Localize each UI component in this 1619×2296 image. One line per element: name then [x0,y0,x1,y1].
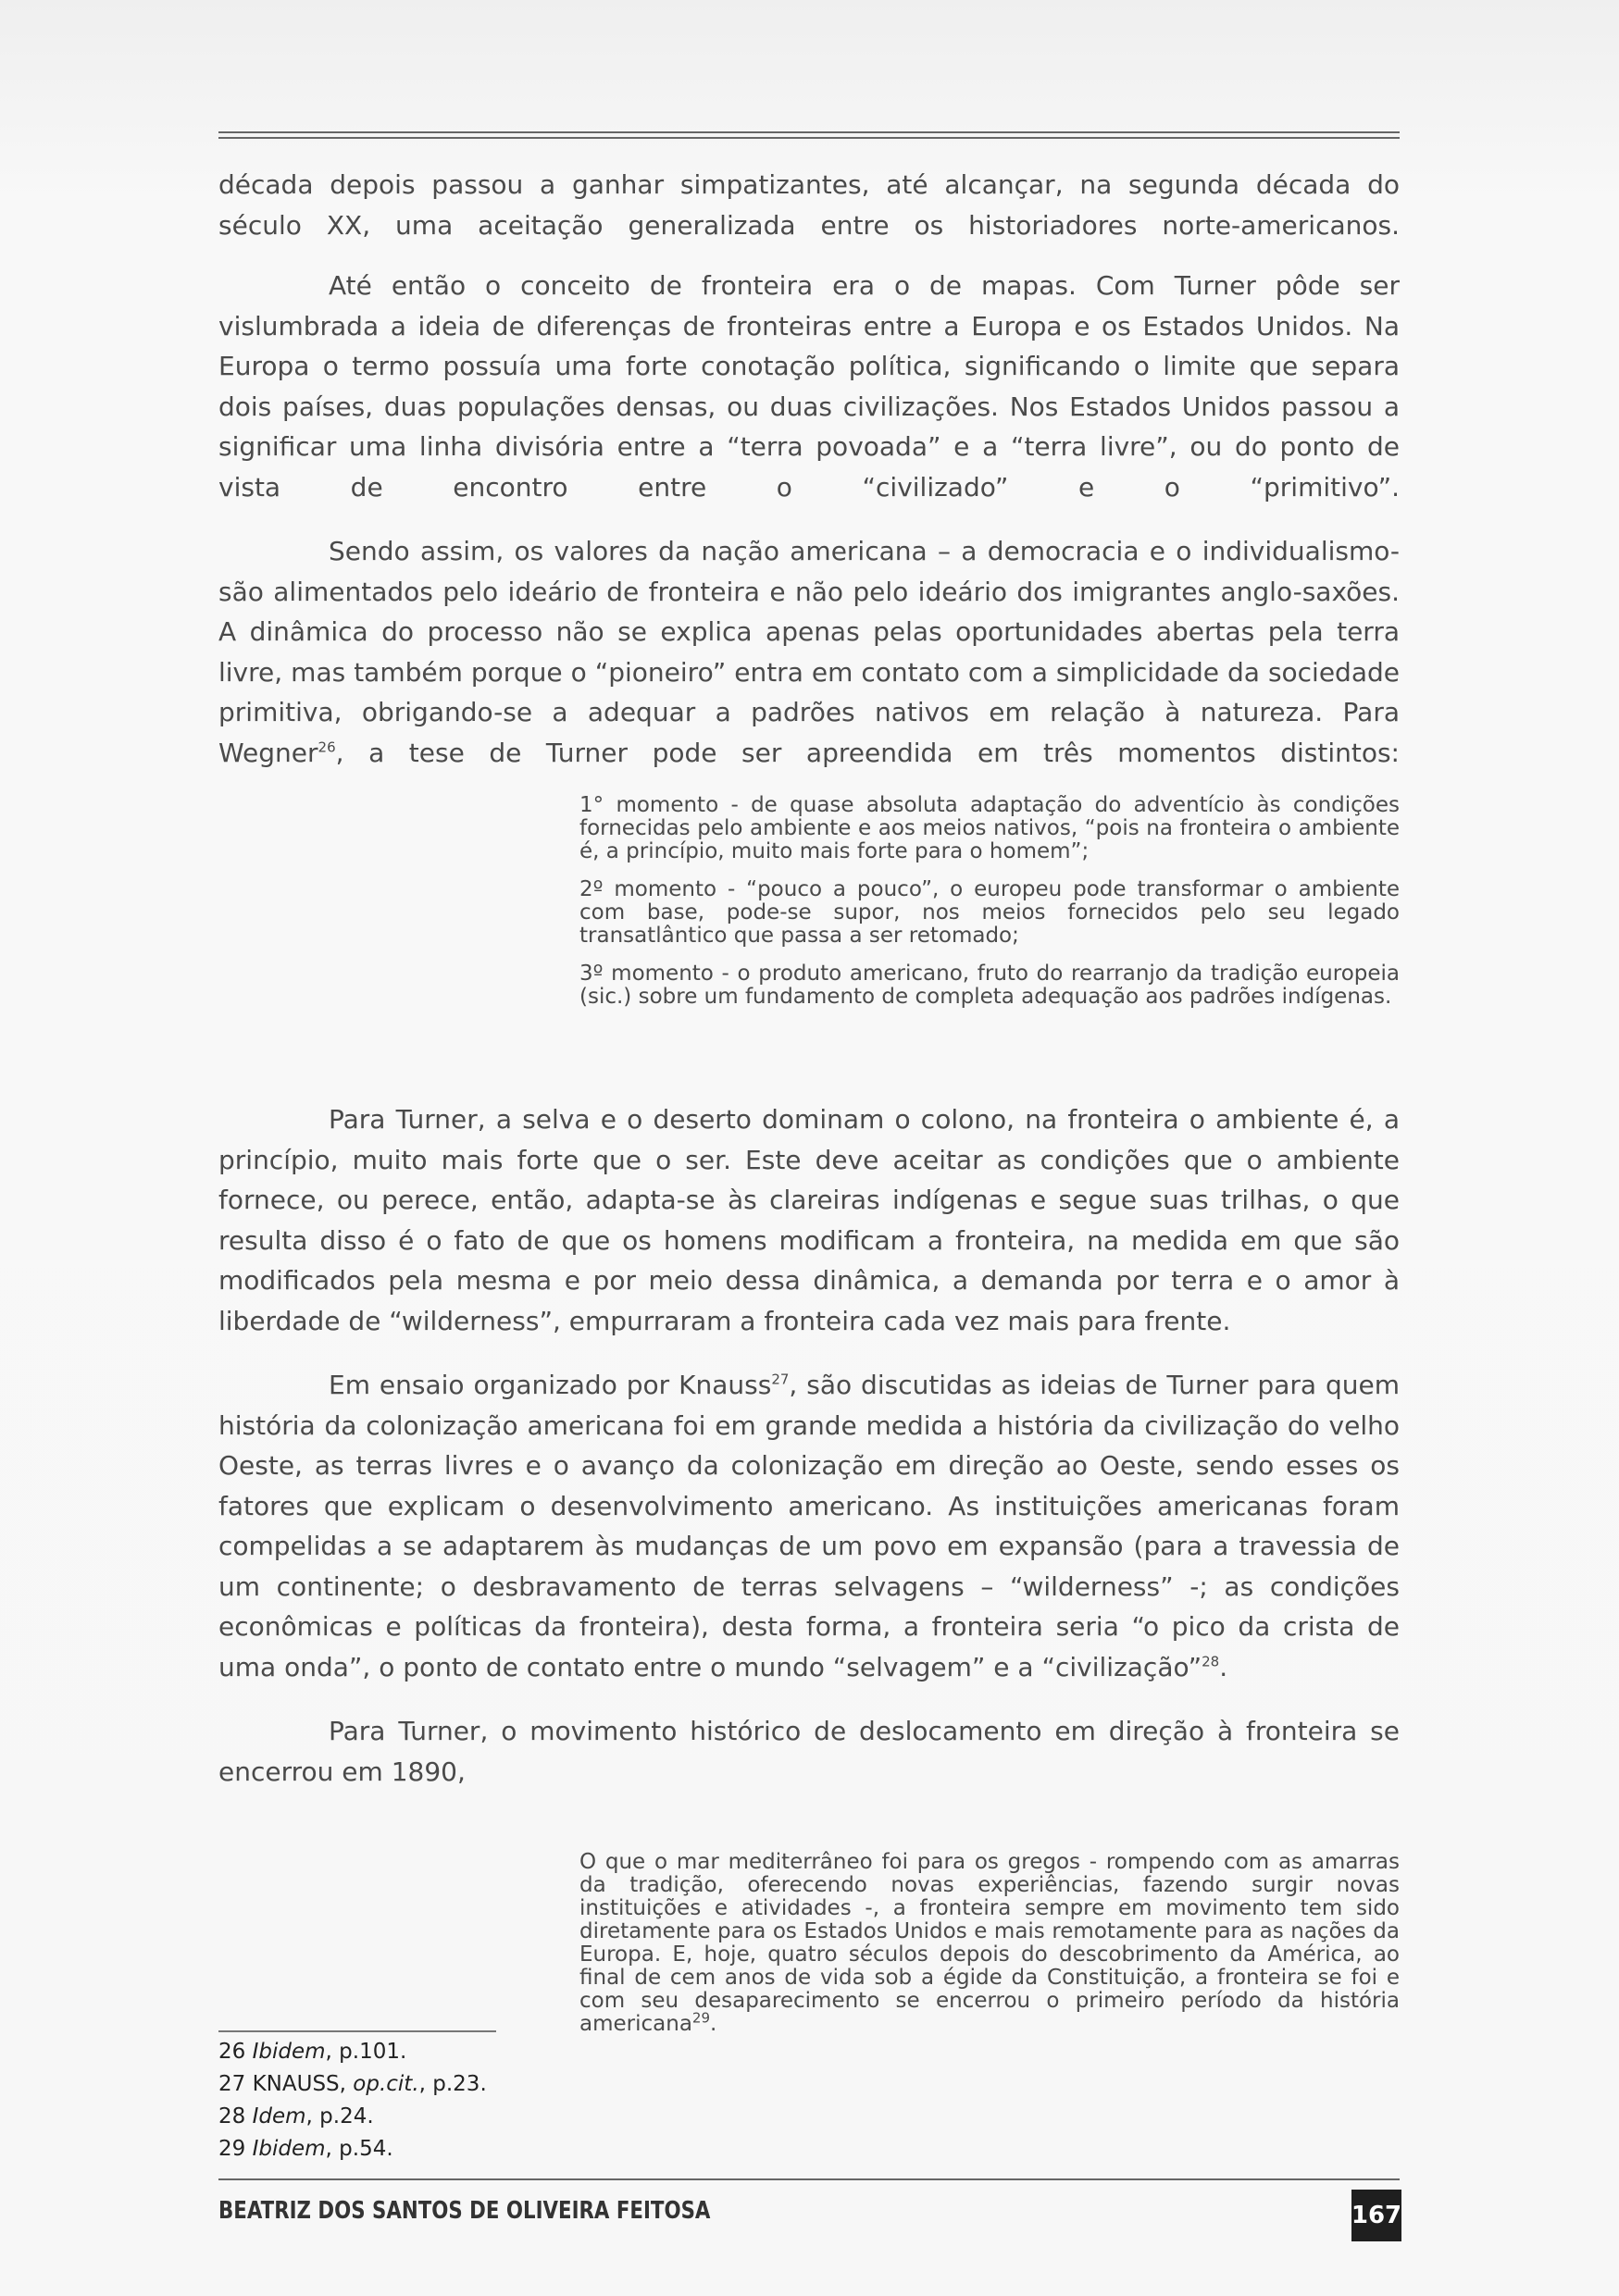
header-double-rule [218,131,1400,139]
paragraph-5-middle: , são discutidas as ideias de Turner para quem história da colonização americana foi em grande medida a história da civilização do velho Oeste, as terras livres e o avanço da colonização em direção ao Oeste, sendo esses os fatores que explicam o desenvolvimento americano. As instituições americanas foram compelidas a se adaptarem às mudanças de um povo em expansão (para a travessia de um continente; o desbravamento de terras selvagens – “wilderness” -; as condições econômicas e políticas da fronteira), desta forma, a fronteira seria “o pico da crista de uma onda”, o ponto de contato entre o mundo “selvagem” e a “civilização” [218,1370,1400,1682]
quote-item-1: 1° momento - de quase absoluta adaptação do adventício às condições fornecidas pelo ambiente e aos meios nativos, “pois na fronteira o ambiente é, a princípio, muito mais forte para o homem”; [579,793,1400,863]
paragraph-4: Para Turner, a selva e o deserto dominam o colono, na fronteira o ambiente é, a princípio, muito mais forte que o ser. Este deve aceitar as condições que o ambiente fornece, ou perece, então, adapta-se às clareiras indígenas e segue suas trilhas, o que resulta disso é o fato de que os homens modificam a fronteira, na medida em que são modificados pela mesma e por meio dessa dinâmica, a demanda por terra e o amor à liberdade de “wilderness”, empurraram a fronteira cada vez mais para frente. [218,1104,1400,1336]
paragraph-5-text: Em ensaio organizado por Knauss [329,1370,772,1400]
footer-rule [218,2178,1400,2180]
footer-author: BEATRIZ DOS SANTOS DE OLIVEIRA FEITOSA [218,2197,711,2225]
footnote-number: 29 [218,2137,246,2161]
footnote-27 [218,2068,487,2101]
footnote-ref-26: 26 [318,738,336,756]
paragraph-3-text: Sendo assim, os valores da nação americana – a democracia e o individualismo- são alimentados pelo ideário de fronteira e não pelo ideário dos imigrantes anglo-saxões. A dinâmica do processo não se explica apenas pelas oportunidades abertas pela terra livre, mas também porque o “pioneiro” entra em contato com a simplicidade da sociedade primitiva, obrigando-se a adequar a padrões nativos em relação à natureza. Para Wegner [218,536,1400,768]
footnote-italic: Ibidem [252,2040,326,2064]
main-text [218,165,1400,773]
footnote-rest: , p.24. [305,2104,374,2128]
paragraph-1-line-2: século XX, uma aceitação generalizada entre os historiadores norte-americanos. [218,209,1400,241]
paragraph-3 [218,531,1400,773]
footnote-26 [218,2036,487,2068]
paragraph-5-end: . [1219,1651,1228,1682]
quote-2-text [579,1851,1400,2036]
page-number: 167 [1351,2190,1401,2241]
paragraph-5 [218,1365,1400,1687]
paragraph-6: Para Turner, o movimento histórico de deslocamento em direção à fronteira se encerrou em 1890, [218,1716,1400,1787]
footnotes [218,2036,487,2166]
footnote-29 [218,2133,487,2166]
quote-item-2: 2º momento - “pouco a pouco”, o europeu pode transformar o ambiente com base, pode-se supor, nos meios fornecidos pelo seu legado transatlântico que passa a ser retomado; [579,877,1400,948]
footnote-pre: KNAUSS, [252,2072,354,2096]
footnote-rest: , p.101. [325,2040,407,2064]
main-text-2 [218,1099,1400,1792]
paragraph-3-tail: , a tese de Turner pode ser apreendida em três momentos distintos: [335,737,1400,768]
paragraph-1-line-1: década depois passou a ganhar simpatizantes, até alcançar, na segunda década do [218,169,1400,200]
block-quote-1 [579,794,1400,1024]
footnote-28 [218,2101,487,2133]
footnote-italic: Ibidem [252,2137,326,2161]
footnote-italic: Idem [252,2104,306,2128]
footnote-separator [218,2030,496,2032]
footnote-number: 27 [218,2072,246,2096]
footnote-italic: op.cit. [353,2072,419,2096]
footnote-ref-28: 28 [1202,1653,1220,1670]
footnote-rest: , p.54. [325,2137,393,2161]
quote-2-end: . [710,2012,717,2036]
footnote-number: 28 [218,2104,246,2128]
footnote-rest: , p.23. [418,2072,487,2096]
footnote-ref-27: 27 [771,1371,790,1388]
quote-item-3: 3º momento - o produto americano, fruto do rearranjo da tradição europeia (sic.) sobre um fundamento de completa adequação aos padrões indígenas. [579,962,1400,1009]
footnote-number: 26 [218,2040,246,2064]
paragraph-2: Até então o conceito de fronteira era o de mapas. Com Turner pôde ser vislumbrada a ideia de diferenças de fronteiras entre a Europa e os Estados Unidos. Na Europa o termo possuía uma forte conotação política, significando o limite que separa dois países, duas populações densas, ou duas civilizações. Nos Estados Unidos passou a significar uma linha divisória entre a “terra povoada” e a “terra livre”, ou do ponto de vista de encontro entre o “civilizado” e o “primitivo”. [218,270,1400,503]
quote-2-body: O que o mar mediterrâneo foi para os gregos - rompendo com as amarras da tradição, oferecendo novas experiências, fazendo surgir novas instituições e atividades -, a fronteira sempre em movimento tem sido diretamente para os Estados Unidos e mais remotamente para as nações da Europa. E, hoje, quatro séculos depois do descobrimento da América, ao final de cem anos de vida sob a égide da Constituição, a fronteira se foi e com seu desaparecimento se encerrou o primeiro período da história americana [579,1850,1400,2036]
footnote-ref-29: 29 [691,2009,711,2027]
block-quote-2 [579,1851,1400,2051]
